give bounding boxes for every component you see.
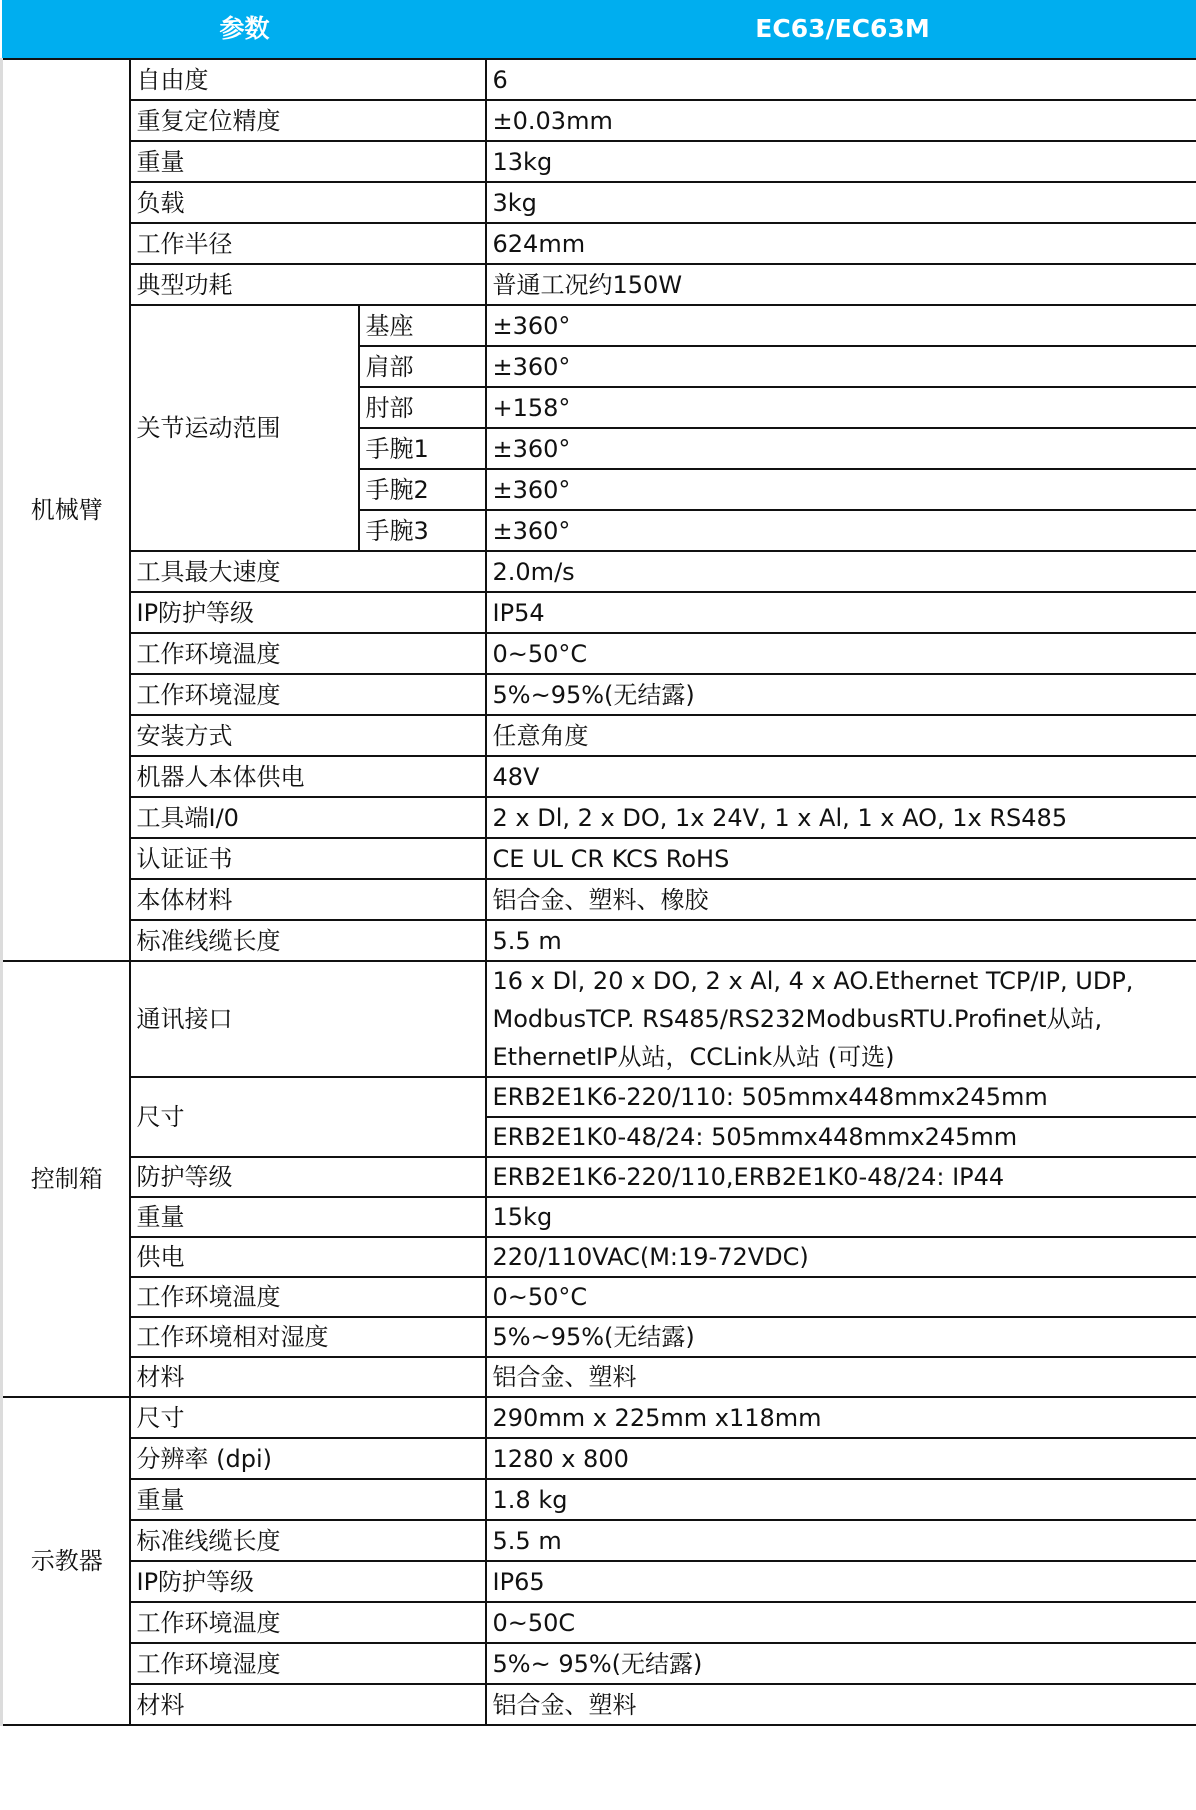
table-header-row [2, 0, 1196, 59]
row-label: 负载 [130, 182, 486, 223]
table-row [2, 182, 1196, 223]
comm-line: EthernetIP从站，CCLink从站 (可选) [492, 1043, 895, 1071]
table-row [2, 1602, 1196, 1643]
row-value: 5%~95%(无结露) [486, 674, 1196, 715]
joint-name: 手腕2 [359, 469, 486, 510]
row-value: 铝合金、塑料、橡胶 [486, 879, 1196, 920]
comm-line: 16 x Dl, 20 x DO, 2 x Al, 4 x AO.Ethernet TCP/IP, UDP, [492, 967, 1134, 995]
joint-value: ±360° [486, 346, 1196, 387]
table-row [2, 1357, 1196, 1397]
joint-value: ±360° [486, 510, 1196, 551]
row-value: 6 [486, 59, 1196, 100]
row-value: 铝合金、塑料 [486, 1357, 1196, 1397]
row-label: 防护等级 [130, 1157, 486, 1197]
header-param: 参数 [2, 0, 486, 59]
section-arm: 机械臂 [2, 59, 130, 961]
row-label: 重复定位精度 [130, 100, 486, 141]
row-value: 3kg [486, 182, 1196, 223]
header-model: EC63/EC63M [486, 0, 1196, 59]
row-value: ERB2E1K0-48/24: 505mmx448mmx245mm [486, 1117, 1196, 1157]
section-teach-pendant: 示教器 [2, 1397, 130, 1725]
row-value: 15kg [486, 1197, 1196, 1237]
table-row [2, 1317, 1196, 1357]
row-value: ERB2E1K6-220/110,ERB2E1K0-48/24: IP44 [486, 1157, 1196, 1197]
row-label: IP防护等级 [130, 1561, 486, 1602]
table-row [2, 1397, 1196, 1438]
row-label: 重量 [130, 141, 486, 182]
row-label: 重量 [130, 1197, 486, 1237]
row-label: 标准线缆长度 [130, 920, 486, 961]
row-value: 1280 x 800 [486, 1438, 1196, 1479]
row-value: 2.0m/s [486, 551, 1196, 592]
row-value: 5.5 m [486, 920, 1196, 961]
row-value: 5%~ 95%(无结露) [486, 1643, 1196, 1684]
joint-value: ±360° [486, 469, 1196, 510]
table-row [2, 920, 1196, 961]
table-row [2, 1561, 1196, 1602]
table-row [2, 838, 1196, 879]
table-row [2, 592, 1196, 633]
row-value: ERB2E1K6-220/110: 505mmx448mmx245mm [486, 1077, 1196, 1117]
row-label: 认证证书 [130, 838, 486, 879]
table-row [2, 1520, 1196, 1561]
row-label: 通讯接口 [130, 961, 486, 1077]
row-value: 普通工况约150W [486, 264, 1196, 305]
joint-name: 手腕1 [359, 428, 486, 469]
row-value: IP54 [486, 592, 1196, 633]
joint-value: +158° [486, 387, 1196, 428]
row-label: 工作环境湿度 [130, 1643, 486, 1684]
joint-name: 基座 [359, 305, 486, 346]
table-row [2, 1479, 1196, 1520]
row-label: 工作环境温度 [130, 1602, 486, 1643]
row-label: 尺寸 [130, 1077, 486, 1157]
comm-interface-value [486, 961, 1196, 1077]
table-row [2, 879, 1196, 920]
table-row [2, 1077, 1196, 1117]
row-value: IP65 [486, 1561, 1196, 1602]
row-label: 安装方式 [130, 715, 486, 756]
table-row [2, 1277, 1196, 1317]
row-value: 0~50C [486, 1602, 1196, 1643]
joint-name: 肘部 [359, 387, 486, 428]
row-label: 尺寸 [130, 1397, 486, 1438]
row-label: 工具端I/0 [130, 797, 486, 838]
table-row [2, 551, 1196, 592]
row-label: 重量 [130, 1479, 486, 1520]
table-row [2, 1438, 1196, 1479]
row-value: 13kg [486, 141, 1196, 182]
table-row [2, 715, 1196, 756]
table-row [2, 59, 1196, 100]
row-label: IP防护等级 [130, 592, 486, 633]
row-value: ±0.03mm [486, 100, 1196, 141]
row-label: 分辨率 (dpi) [130, 1438, 486, 1479]
table-row [2, 1157, 1196, 1197]
table-row [2, 264, 1196, 305]
row-value: 5.5 m [486, 1520, 1196, 1561]
table-row [2, 305, 1196, 346]
joint-range-label: 关节运动范围 [130, 305, 359, 551]
row-value: 5%~95%(无结露) [486, 1317, 1196, 1357]
table-row [2, 961, 1196, 1077]
row-value: 2 x Dl, 2 x DO, 1x 24V, 1 x Al, 1 x AO, 1x RS485 [486, 797, 1196, 838]
table-row [2, 674, 1196, 715]
joint-name: 肩部 [359, 346, 486, 387]
table-row [2, 141, 1196, 182]
row-label: 材料 [130, 1684, 486, 1725]
row-value: 1.8 kg [486, 1479, 1196, 1520]
row-label: 工作环境湿度 [130, 674, 486, 715]
table-row [2, 1643, 1196, 1684]
row-value: 0~50°C [486, 633, 1196, 674]
row-label: 供电 [130, 1237, 486, 1277]
table-row [2, 797, 1196, 838]
joint-value: ±360° [486, 428, 1196, 469]
joint-name: 手腕3 [359, 510, 486, 551]
table-row [2, 756, 1196, 797]
section-control-box: 控制箱 [2, 961, 130, 1397]
row-value: 220/110VAC(M:19-72VDC) [486, 1237, 1196, 1277]
row-label: 机器人本体供电 [130, 756, 486, 797]
table-row [2, 633, 1196, 674]
row-label: 材料 [130, 1357, 486, 1397]
row-value: CE UL CR KCS RoHS [486, 838, 1196, 879]
row-label: 工作半径 [130, 223, 486, 264]
row-label: 工具最大速度 [130, 551, 486, 592]
table-row [2, 1237, 1196, 1277]
row-label: 工作环境温度 [130, 1277, 486, 1317]
row-label: 标准线缆长度 [130, 1520, 486, 1561]
comm-line: ModbusTCP. RS485/RS232ModbusRTU.Profinet从站, [492, 1005, 1103, 1033]
row-label: 工作环境相对湿度 [130, 1317, 486, 1357]
joint-value: ±360° [486, 305, 1196, 346]
row-value: 624mm [486, 223, 1196, 264]
table-row [2, 100, 1196, 141]
row-value: 铝合金、塑料 [486, 1684, 1196, 1725]
table-row [2, 1684, 1196, 1725]
row-label: 本体材料 [130, 879, 486, 920]
table-row [2, 223, 1196, 264]
table-row [2, 1197, 1196, 1237]
row-label: 典型功耗 [130, 264, 486, 305]
row-label: 自由度 [130, 59, 486, 100]
row-value: 290mm x 225mm x118mm [486, 1397, 1196, 1438]
row-label: 工作环境温度 [130, 633, 486, 674]
row-value: 0~50°C [486, 1277, 1196, 1317]
row-value: 任意角度 [486, 715, 1196, 756]
row-value: 48V [486, 756, 1196, 797]
